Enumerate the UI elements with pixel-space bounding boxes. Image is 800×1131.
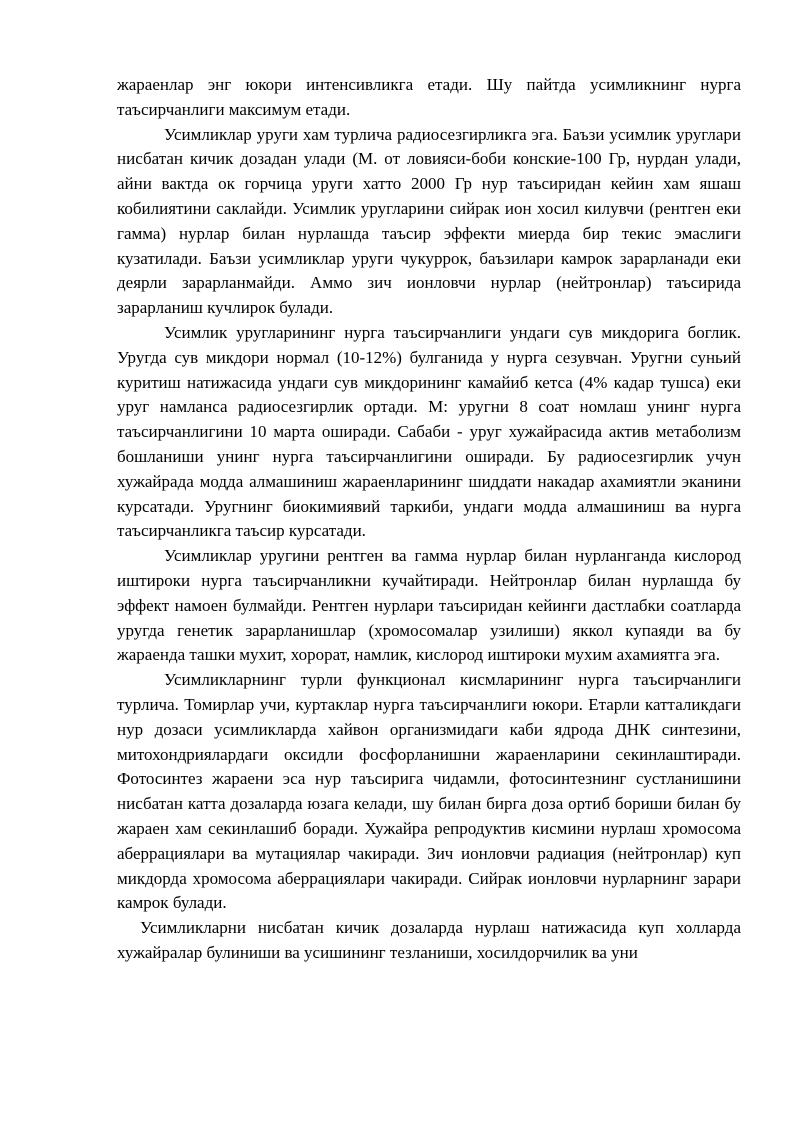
paragraph-1: жараенлар энг юкори интенсивликга етади. Шу пайтда усимликнинг нурга таъсирчанлиги максимум етади. (117, 75, 741, 119)
paragraph-4: Усимликлар уругини рентген ва гамма нурлар билан нурланганда кислород иштироки нурга таъсирчанликни кучайтиради. Нейтронлар билан нурлашда бу эффект намоен булмайди. Рентген нурлари таъсиридан кейинги дастлабки соатларда уругда генетик зарарланишлар (хромосомалар узилиши) яккол купаяди ва бу жараенда ташки мухит, хорорат, намлик, кислород иштироки мухим ахамиятга эга. (117, 546, 741, 665)
paragraph-2: Усимликлар уруги хам турлича радиосезгирликга эга. Баъзи усимлик уруглари нисбатан кичик дозадан улади (М. от ловияси-боби конские-100 Гр, нурдан улади, айни вактда ок горчица уруги хатто 2000 Гр нур таъсиридан кейин хам яшаш кобилиятини саклайди. Усимлик уругларини сийрак ион хосил килувчи (рентген еки гамма) нурлар билан нурлашда таъсир эффекти миерда бир текис эмаслиги кузатилади. Баъзи усимликлар уруги чукуррок, баъзилари камрок зарарланади еки деярли зарарланмайди. Аммо зич ионловчи нурлар (нейтронлар) таъсирида зарарланиш кучлирок булади. (117, 124, 741, 318)
paragraph-6: Усимликларни нисбатан кичик дозаларда нурлаш натижасида куп холларда хужайралар булиниши ва усишининг тезланиши, хосилдорчилик ва уни (117, 918, 741, 962)
paragraph-5: Усимликларнинг турли функционал кисмларининг нурга таъсирчанлиги турлича. Томирлар учи, куртаклар нурга таъсирчанлиги юкори. Етарли катталикдаги нур дозаси усимликларда хайвон организмидаги каби ядрода ДНК синтезини, митохондриялардаги оксидли фосфорланишни жараенларини секинлаштиради. Фотосинтез жараени эса нур таъсирига чидамли, фотосинтезнинг сустланишини нисбатан катта дозаларда юзага келади, шу билан бирга доза ортиб бориши билан бу жараен хам секинлашиб боради. Хужайра репродуктив кисмини нурлаш хромосома аберрациялари ва мутациялар чакиради. Зич ионловчи радиация (нейтронлар) куп микдорда хромосома аберрациялари чакиради. Сийрак ионловчи нурларнинг зарари камрок булади. (117, 670, 741, 913)
document-page (117, 73, 741, 966)
paragraph-3: Усимлик уругларининг нурга таъсирчанлиги ундаги сув микдорига боглик. Уругда сув микдори нормал (10-12%) булганида у нурга сезувчан. Уругни суньий куритиш натижасида ундаги сув микдорининг камайиб кетса (4% кадар тушса) еки уруг намланса радиосезгирлик ортади. М: уругни 8 соат номлаш унинг нурга таъсирчанлигини 10 марта оширади. Сабаби - уруг хужайрасида актив метаболизм бошланиши унинг нурга таъсирчанлигини оширади. Бу радиосезгирлик учун хужайрада модда алмашиниш жараенларининг шиддати накадар ахамиятли эканини курсатади. Уругнинг биокимиявий таркиби, ундаги модда алмашиниш ва нурга таъсирчанликга таъсир курсатади. (117, 322, 741, 541)
